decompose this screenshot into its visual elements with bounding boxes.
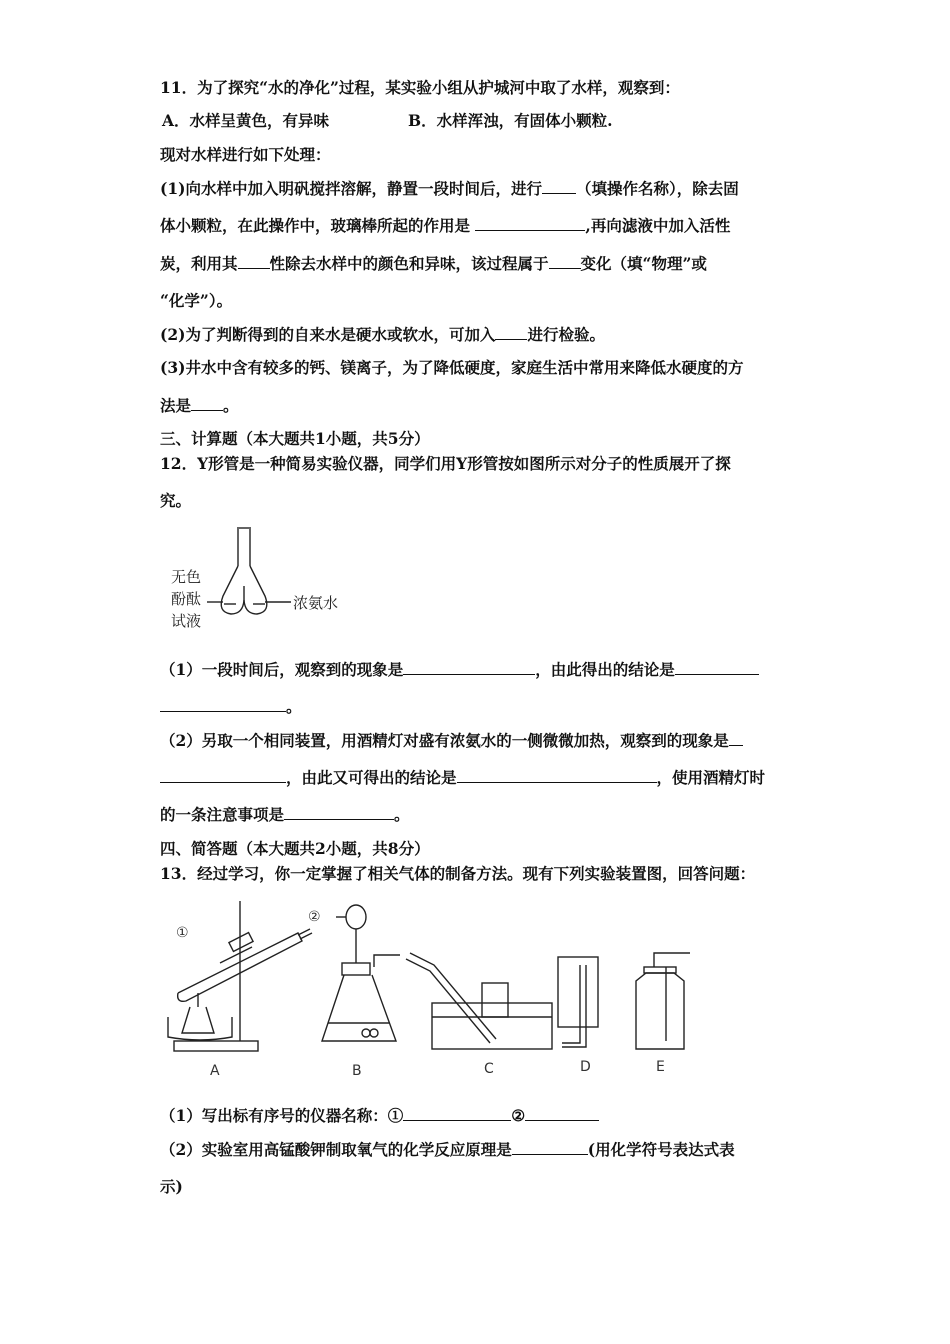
q11-part2 xyxy=(160,325,605,345)
q12-part1-line2 xyxy=(160,697,302,717)
text: 的一条注意事项是 xyxy=(160,805,285,824)
answer-blank[interactable] xyxy=(675,660,759,675)
text: 。 xyxy=(394,805,410,824)
answer-blank[interactable] xyxy=(549,254,581,269)
apparatus-c xyxy=(406,953,552,1049)
answer-blank[interactable] xyxy=(191,396,223,411)
text: ② xyxy=(511,1106,526,1125)
answer-blank[interactable] xyxy=(729,731,743,746)
q11-part3-line1: (3)井水中含有较多的钙、镁离子，为了降低硬度，家庭生活中常用来降低水硬度的方 xyxy=(160,358,744,377)
q13-part2-line2: 示) xyxy=(160,1177,183,1196)
caption-e: E xyxy=(656,1059,665,1075)
text: (2)为了判断得到的自来水是硬水或软水，可加入 xyxy=(160,325,496,344)
text: 法是 xyxy=(160,396,192,415)
answer-blank[interactable] xyxy=(512,1140,588,1155)
label-ammonia: 浓氨水 xyxy=(293,594,339,612)
text: （2）实验室用高锰酸钾制取氧气的化学反应原理是 xyxy=(160,1140,512,1159)
section3-heading: 三、计算题（本大题共1小题，共5分） xyxy=(160,429,430,448)
q12-stem-line2: 究。 xyxy=(160,491,192,510)
q12-part2-line3 xyxy=(160,805,410,825)
q11-part1-line3 xyxy=(160,254,707,274)
text: ，由此又可得出的结论是 xyxy=(286,768,457,787)
q13-part1 xyxy=(160,1106,599,1126)
marker-1: ① xyxy=(176,925,189,941)
text: 炭，利用其 xyxy=(160,254,238,273)
apparatus-b xyxy=(322,905,400,1041)
q12-part2-line1 xyxy=(160,731,743,751)
q11-part1-line2 xyxy=(160,216,730,236)
q13-stem: 13．经过学习，你一定掌握了相关气体的制备方法。现有下列实验装置图，回答问题： xyxy=(160,864,756,883)
apparatus-a xyxy=(168,901,312,1051)
answer-blank[interactable] xyxy=(284,805,394,820)
answer-blank[interactable] xyxy=(160,768,286,783)
y-tube-apparatus xyxy=(207,528,291,614)
label-phenolphthalein-line3: 试液 xyxy=(171,612,202,630)
caption-b: B xyxy=(352,1063,362,1079)
text: ，由此得出的结论是 xyxy=(535,660,675,679)
label-phenolphthalein-line2: 酚酞 xyxy=(171,590,202,608)
q11-part3-line2 xyxy=(160,396,239,416)
text: (用化学符号表达式表 xyxy=(587,1140,735,1159)
q12-part2-line2 xyxy=(160,768,765,788)
label-phenolphthalein-line1: 无色 xyxy=(171,568,202,586)
answer-blank[interactable] xyxy=(238,254,270,269)
answer-blank[interactable] xyxy=(403,1106,511,1121)
q11-stem: 11．为了探究“水的净化”过程，某实验小组从护城河中取了水样，观察到： xyxy=(160,78,680,97)
answer-blank[interactable] xyxy=(525,1106,599,1121)
q11-intro: 现对水样进行如下处理： xyxy=(160,145,331,164)
y-tube-figure xyxy=(165,524,365,636)
caption-d: D xyxy=(580,1059,591,1075)
text: 体小颗粒，在此操作中，玻璃棒所起的作用是 xyxy=(160,216,471,235)
answer-blank[interactable] xyxy=(403,660,535,675)
answer-blank[interactable] xyxy=(475,216,585,231)
text: 变化（填“物理”或 xyxy=(580,254,707,273)
text: 进行检验。 xyxy=(527,325,605,344)
q11-option-b: B．水样浑浊，有固体小颗粒. xyxy=(408,111,613,130)
q13-part2-line1 xyxy=(160,1140,735,1160)
q11-part1-line1 xyxy=(160,179,739,199)
text: （1）一段时间后，观察到的现象是 xyxy=(160,660,404,679)
q11-option-a: A．水样呈黄色，有异味 xyxy=(162,111,330,130)
answer-blank[interactable] xyxy=(495,325,527,340)
text: 。 xyxy=(286,697,302,716)
section4-heading: 四、简答题（本大题共2小题，共8分） xyxy=(160,839,430,858)
text: ,再向滤液中加入活性 xyxy=(585,216,731,235)
text: 。 xyxy=(223,396,239,415)
text: （2）另取一个相同装置，用酒精灯对盛有浓氨水的一侧微微加热，观察到的现象是 xyxy=(160,731,729,750)
text: （1）写出标有序号的仪器名称：① xyxy=(160,1106,404,1125)
text: ，使用酒精灯时 xyxy=(656,768,766,787)
answer-blank[interactable] xyxy=(160,697,286,712)
text: (1)向水样中加入明矾搅拌溶解，静置一段时间后，进行 xyxy=(160,179,542,198)
apparatus-e xyxy=(636,953,690,1049)
q12-part1-line1 xyxy=(160,660,759,680)
answer-blank[interactable] xyxy=(542,179,576,194)
q12-stem-line1: 12．Y形管是一种简易实验仪器，同学们用Y形管按如图所示对分子的性质展开了探 xyxy=(160,454,731,473)
apparatus-d xyxy=(558,957,598,1047)
q11-part1-line4: “化学”）。 xyxy=(160,291,233,310)
caption-c: C xyxy=(484,1061,494,1077)
caption-a: A xyxy=(210,1063,220,1079)
answer-blank[interactable] xyxy=(457,768,657,783)
marker-2: ② xyxy=(308,909,321,925)
text: （填操作名称），除去固 xyxy=(575,179,739,198)
gas-apparatus-figure xyxy=(160,893,720,1083)
text: 性除去水样中的颜色和异味，该过程属于 xyxy=(269,254,549,273)
